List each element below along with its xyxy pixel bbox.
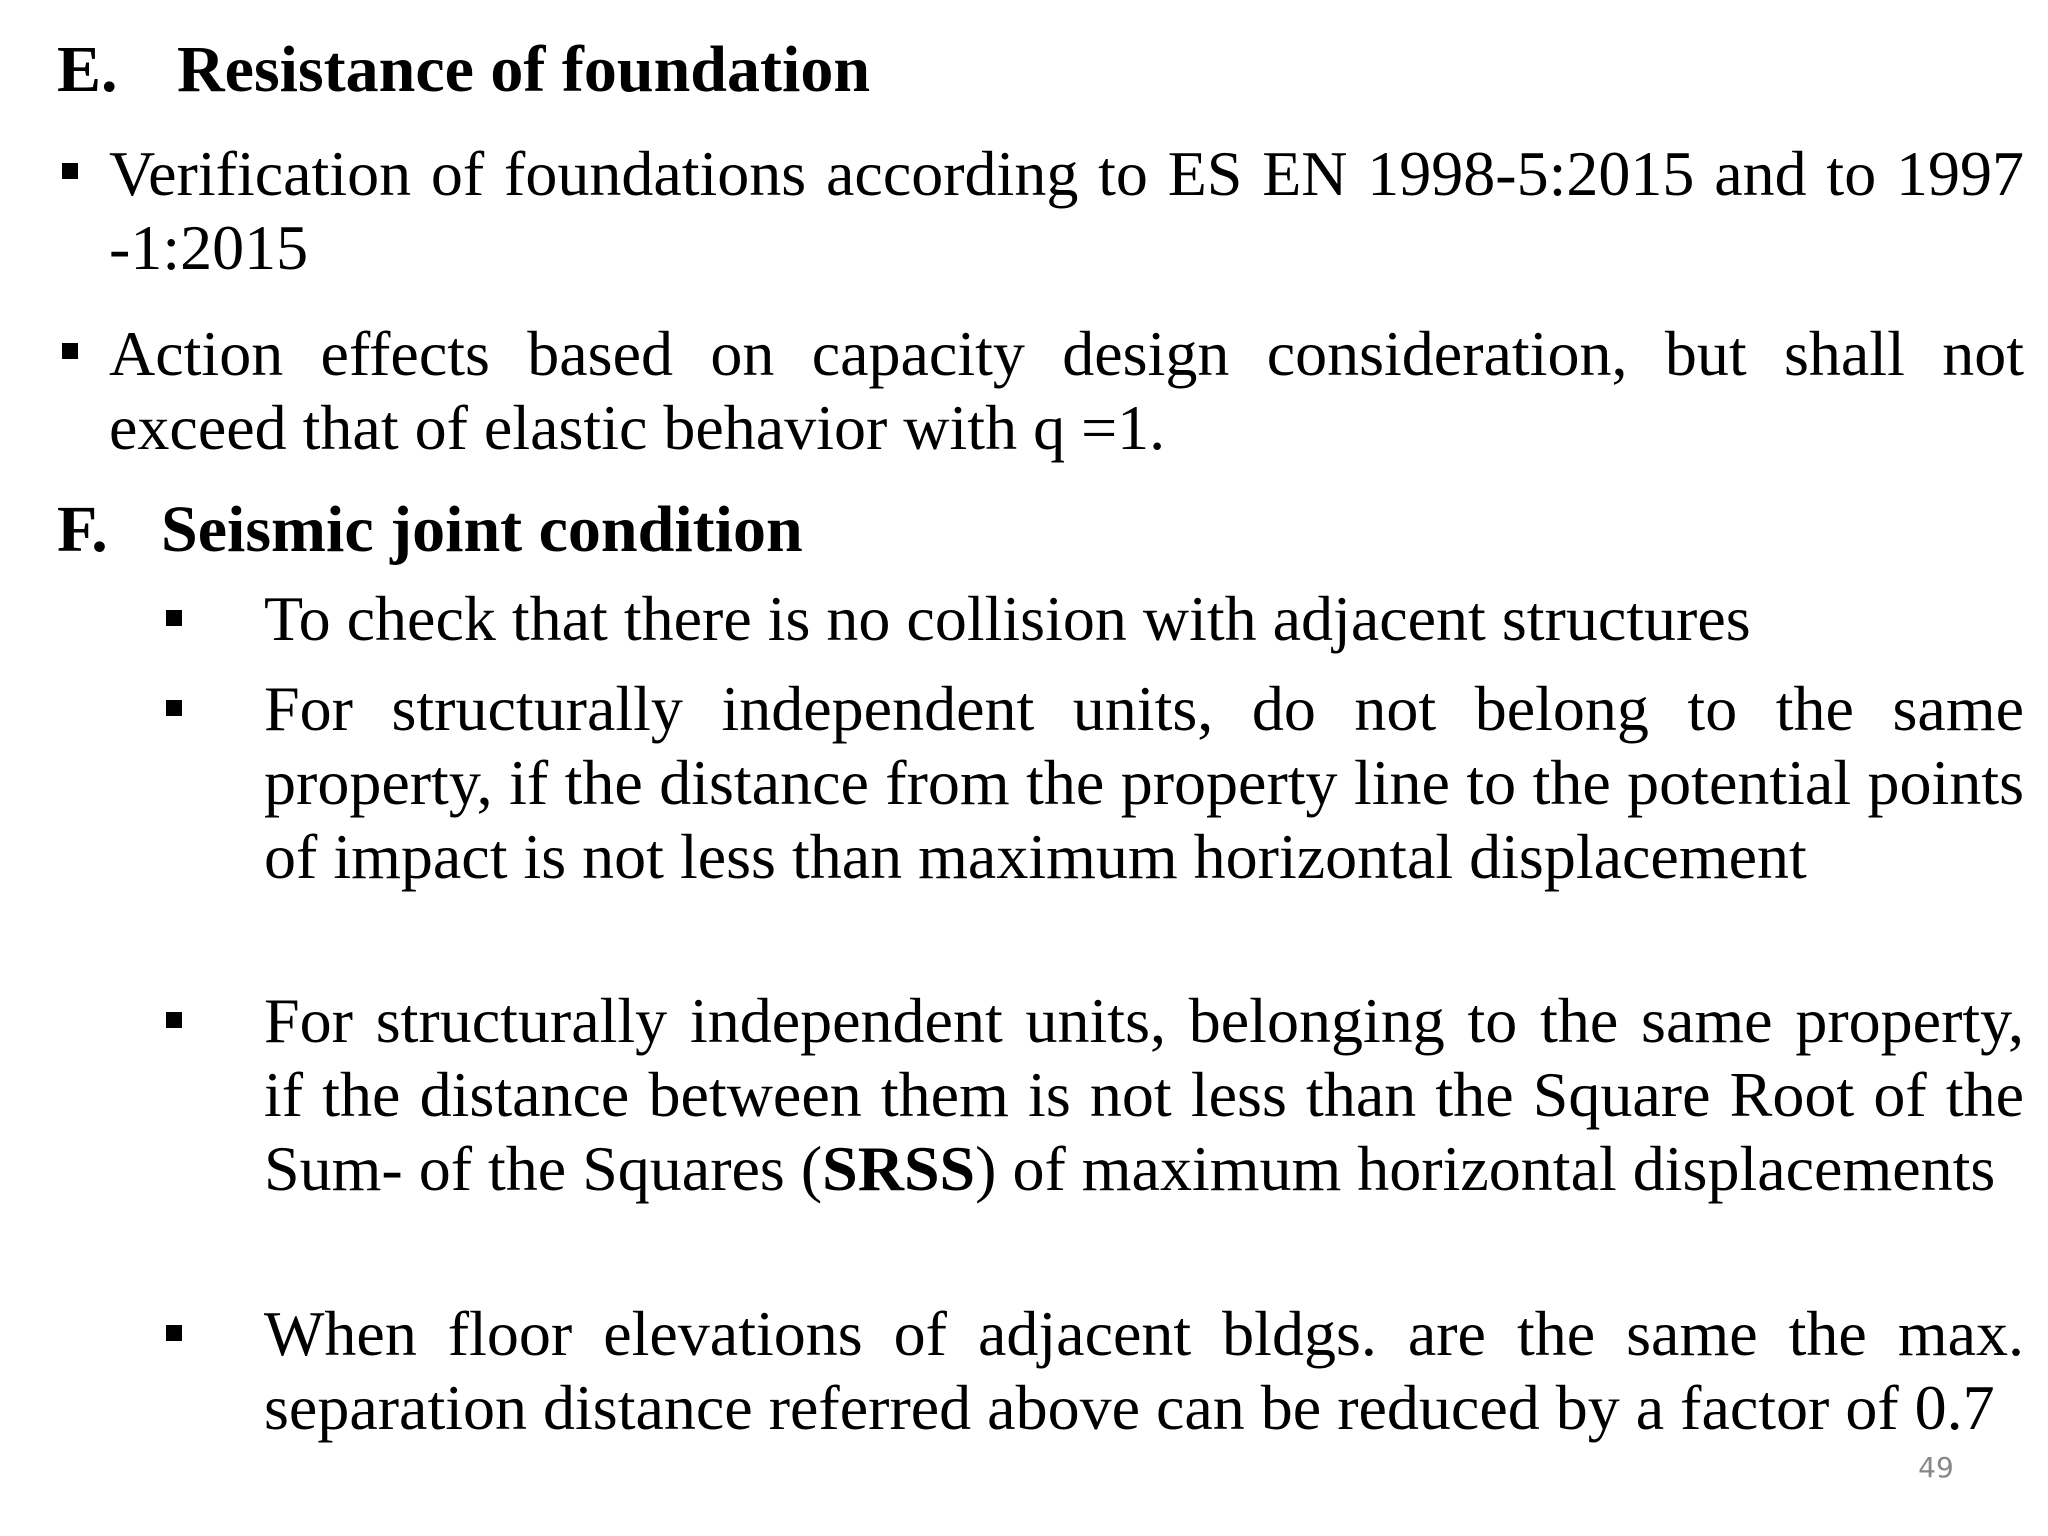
square-bullet-icon [166,1325,182,1341]
section-f-bullet-4: When floor elevations of adjacent bldgs. are the same the max. separation distance referred above can be reduced by a factor of 0.7 [264,1298,2024,1443]
section-f-bullet-3-text-end: ) of maximum horizontal displacements [975,1133,1996,1204]
square-bullet-icon [166,700,182,716]
section-f-bullet-3-text: For structurally independent units, belonging to the same property, if the distance between them is not less than the Square Root of the Sum- of the Squares ( [264,985,2024,1204]
section-f-letter: F. [57,493,108,566]
section-f-bullet-2: For structurally independent units, do not belong to the same property, if the distance from the property line to the potential points of impact is not less than maximum horizontal displacement [264,673,2024,892]
section-f-bullet-1: To check that there is no collision with adjacent structures [264,583,1751,654]
srss-abbreviation: SRSS [822,1133,976,1204]
section-e-bullet-2: Action effects based on capacity design consideration, but shall not exceed that of elastic behavior with q =1. [109,318,2024,463]
section-e-letter: E. [57,33,118,106]
section-f-heading [57,492,803,568]
section-e-bullet-1: Verification of foundations according to ES EN 1998-5:2015 and to 1997 -1:2015 [109,138,2024,283]
section-e-heading [57,32,870,108]
section-f-bullet-3 [264,984,2024,1206]
square-bullet-icon [166,1012,182,1028]
square-bullet-icon [166,610,182,626]
square-bullet-icon [62,343,78,359]
section-e-title: Resistance of foundation [177,33,871,106]
square-bullet-icon [62,163,78,179]
page-number: 49 [1918,1451,1954,1484]
section-f-title: Seismic joint condition [161,493,803,566]
